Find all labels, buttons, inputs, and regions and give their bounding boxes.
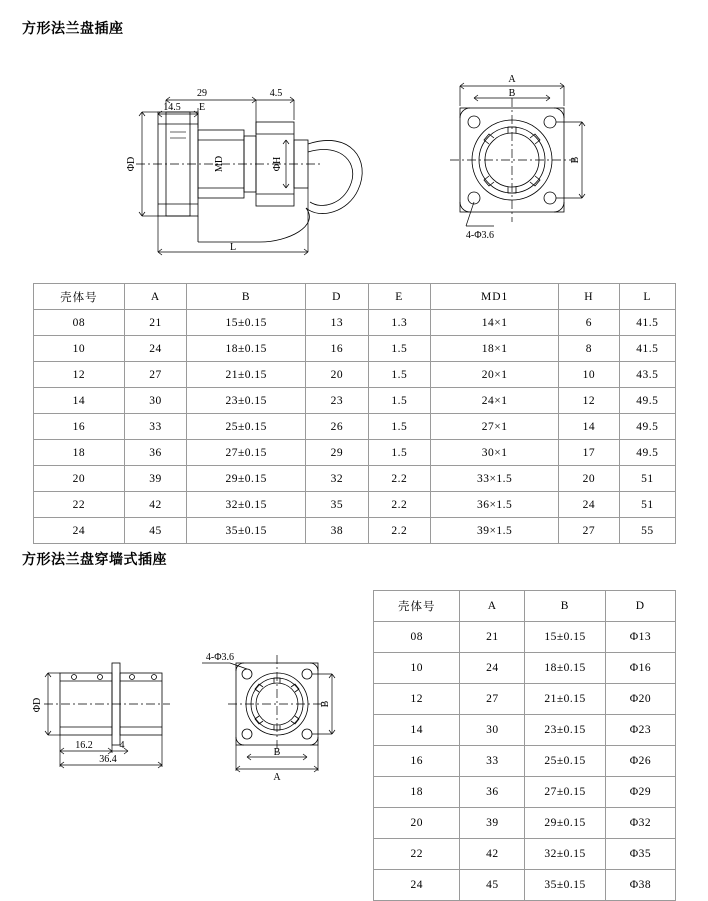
cell-A: 21 <box>460 622 525 653</box>
table-row <box>34 310 676 336</box>
cell-L: 49.5 <box>619 388 675 414</box>
cell-MD1: 30×1 <box>431 440 559 466</box>
cell-L: 49.5 <box>619 414 675 440</box>
cell-shell-no: 14 <box>34 388 125 414</box>
dim-4: 4 <box>119 740 125 751</box>
cell-A: 39 <box>460 808 525 839</box>
cell-D: 35 <box>306 492 368 518</box>
section-title-1: 方形法兰盘插座 <box>22 20 124 36</box>
th-B: B <box>187 284 306 310</box>
cell-D: 23 <box>306 388 368 414</box>
cell-D: 29 <box>306 440 368 466</box>
cell-shell-no: 08 <box>374 622 460 653</box>
cell-shell-no: 14 <box>374 715 460 746</box>
dim-36-4: 36.4 <box>99 754 117 765</box>
th2-D: D <box>605 591 675 622</box>
cell-B: 25±0.15 <box>525 746 606 777</box>
cell-B: 29±0.15 <box>187 466 306 492</box>
cell-D: Φ35 <box>605 839 675 870</box>
table-row <box>34 466 676 492</box>
cell-MD1: 14×1 <box>431 310 559 336</box>
cell-D: Φ38 <box>605 870 675 901</box>
cell-A: 24 <box>124 336 186 362</box>
cell-B: 15±0.15 <box>187 310 306 336</box>
cell-A: 36 <box>460 777 525 808</box>
cell-A: 21 <box>124 310 186 336</box>
cell-H: 6 <box>559 310 620 336</box>
cell-L: 55 <box>619 518 675 544</box>
cell-shell-no: 16 <box>34 414 125 440</box>
table-row <box>374 684 676 715</box>
cell-A: 33 <box>460 746 525 777</box>
cell-B: 35±0.15 <box>525 870 606 901</box>
flange-socket-side-view-drawing <box>110 60 390 260</box>
th-MD1: MD1 <box>431 284 559 310</box>
cell-D: 26 <box>306 414 368 440</box>
cell-A: 30 <box>460 715 525 746</box>
cell-L: 49.5 <box>619 440 675 466</box>
cell-B: 18±0.15 <box>525 653 606 684</box>
cell-D: Φ32 <box>605 808 675 839</box>
cell-E: 1.5 <box>368 388 431 414</box>
table-row <box>34 362 676 388</box>
table-row <box>374 746 676 777</box>
dim-phi-H: ΦH <box>272 156 283 172</box>
table-row <box>34 336 676 362</box>
cell-D: Φ26 <box>605 746 675 777</box>
cell-L: 51 <box>619 466 675 492</box>
dim-4-5: 4.5 <box>269 88 283 99</box>
dim-16-2: 16.2 <box>75 740 93 751</box>
cell-shell-no: 18 <box>34 440 125 466</box>
th2-B: B <box>525 591 606 622</box>
cell-A: 24 <box>460 653 525 684</box>
cell-shell-no: 10 <box>34 336 125 362</box>
cell-B: 15±0.15 <box>525 622 606 653</box>
flange-socket-dimension-table <box>33 283 676 544</box>
table-row <box>374 653 676 684</box>
th-D: D <box>306 284 368 310</box>
cell-D: Φ20 <box>605 684 675 715</box>
table-row <box>34 414 676 440</box>
dim-front-A: A <box>508 74 516 85</box>
cell-D: 38 <box>306 518 368 544</box>
table-row <box>374 808 676 839</box>
cell-MD1: 18×1 <box>431 336 559 362</box>
cell-E: 2.2 <box>368 518 431 544</box>
cell-shell-no: 22 <box>34 492 125 518</box>
dim-front2-B-right: B <box>320 700 331 708</box>
section-title-2: 方形法兰盘穿墙式插座 <box>22 551 167 567</box>
table-row <box>34 492 676 518</box>
th-shell-no: 壳体号 <box>34 284 125 310</box>
cell-H: 24 <box>559 492 620 518</box>
cell-B: 32±0.15 <box>187 492 306 518</box>
cell-E: 1.5 <box>368 336 431 362</box>
dim-4-phi-3-6-2: 4-Φ3.6 <box>205 652 235 663</box>
cell-shell-no: 24 <box>374 870 460 901</box>
dim-L: L <box>229 242 237 253</box>
cell-A: 45 <box>124 518 186 544</box>
cell-A: 27 <box>124 362 186 388</box>
cell-MD1: 27×1 <box>431 414 559 440</box>
table-row <box>34 388 676 414</box>
cell-L: 51 <box>619 492 675 518</box>
cell-B: 35±0.15 <box>187 518 306 544</box>
cell-shell-no: 08 <box>34 310 125 336</box>
cell-H: 12 <box>559 388 620 414</box>
cell-shell-no: 20 <box>34 466 125 492</box>
cell-D: 13 <box>306 310 368 336</box>
cell-B: 23±0.15 <box>525 715 606 746</box>
cell-H: 14 <box>559 414 620 440</box>
dim-front-B: B <box>508 88 516 99</box>
cell-D: 32 <box>306 466 368 492</box>
cell-E: 1.5 <box>368 440 431 466</box>
cell-MD1: 36×1.5 <box>431 492 559 518</box>
table-row <box>374 622 676 653</box>
cell-B: 25±0.15 <box>187 414 306 440</box>
cell-D: Φ16 <box>605 653 675 684</box>
dim-front-B-right: B <box>570 156 581 164</box>
th2-A: A <box>460 591 525 622</box>
cell-D: 16 <box>306 336 368 362</box>
cell-A: 33 <box>124 414 186 440</box>
cell-E: 1.5 <box>368 362 431 388</box>
dim-MD: MD <box>214 155 225 173</box>
cell-L: 41.5 <box>619 310 675 336</box>
dim-4-phi-3-6: 4-Φ3.6 <box>465 230 495 241</box>
cell-D: Φ23 <box>605 715 675 746</box>
cell-shell-no: 12 <box>34 362 125 388</box>
cell-B: 18±0.15 <box>187 336 306 362</box>
th2-shell-no: 壳体号 <box>374 591 460 622</box>
cell-A: 42 <box>124 492 186 518</box>
flange-socket-front-view-drawing <box>420 60 610 260</box>
table-header-row <box>34 284 676 310</box>
table-row <box>34 518 676 544</box>
cell-B: 27±0.15 <box>187 440 306 466</box>
cell-E: 1.3 <box>368 310 431 336</box>
cell-D: Φ13 <box>605 622 675 653</box>
cell-shell-no: 12 <box>374 684 460 715</box>
cell-B: 21±0.15 <box>525 684 606 715</box>
cell-D: Φ29 <box>605 777 675 808</box>
th-H: H <box>559 284 620 310</box>
cell-shell-no: 16 <box>374 746 460 777</box>
cell-E: 2.2 <box>368 466 431 492</box>
table-row <box>34 440 676 466</box>
cell-H: 17 <box>559 440 620 466</box>
cell-shell-no: 22 <box>374 839 460 870</box>
through-wall-socket-dimension-table <box>373 590 676 901</box>
cell-B: 29±0.15 <box>525 808 606 839</box>
cell-shell-no: 24 <box>34 518 125 544</box>
dim-14-5: 14.5 <box>163 102 181 113</box>
cell-A: 42 <box>460 839 525 870</box>
cell-H: 20 <box>559 466 620 492</box>
cell-A: 30 <box>124 388 186 414</box>
cell-MD1: 20×1 <box>431 362 559 388</box>
table-row <box>374 839 676 870</box>
cell-L: 43.5 <box>619 362 675 388</box>
dim-phi-D-2: ΦD <box>32 697 43 713</box>
cell-B: 21±0.15 <box>187 362 306 388</box>
dim-front2-B: B <box>273 747 281 758</box>
cell-D: 20 <box>306 362 368 388</box>
cell-A: 36 <box>124 440 186 466</box>
through-wall-socket-side-view-drawing <box>18 645 178 785</box>
cell-L: 41.5 <box>619 336 675 362</box>
cell-B: 32±0.15 <box>525 839 606 870</box>
table-row <box>374 777 676 808</box>
table-header-row <box>374 591 676 622</box>
cell-MD1: 24×1 <box>431 388 559 414</box>
cell-shell-no: 20 <box>374 808 460 839</box>
table-row <box>374 870 676 901</box>
cell-A: 39 <box>124 466 186 492</box>
dim-E: E <box>198 102 206 113</box>
cell-A: 27 <box>460 684 525 715</box>
th-A: A <box>124 284 186 310</box>
dim-front2-A: A <box>273 772 281 783</box>
th-L: L <box>619 284 675 310</box>
cell-A: 45 <box>460 870 525 901</box>
cell-B: 27±0.15 <box>525 777 606 808</box>
cell-E: 2.2 <box>368 492 431 518</box>
cell-MD1: 33×1.5 <box>431 466 559 492</box>
cell-H: 10 <box>559 362 620 388</box>
cell-shell-no: 10 <box>374 653 460 684</box>
cell-H: 27 <box>559 518 620 544</box>
dim-29: 29 <box>197 88 207 99</box>
cell-E: 1.5 <box>368 414 431 440</box>
cell-shell-no: 18 <box>374 777 460 808</box>
cell-H: 8 <box>559 336 620 362</box>
table-row <box>374 715 676 746</box>
cell-MD1: 39×1.5 <box>431 518 559 544</box>
th-E: E <box>368 284 431 310</box>
through-wall-socket-front-view-drawing <box>190 645 360 785</box>
dim-phi-D: ΦD <box>126 156 137 172</box>
cell-B: 23±0.15 <box>187 388 306 414</box>
